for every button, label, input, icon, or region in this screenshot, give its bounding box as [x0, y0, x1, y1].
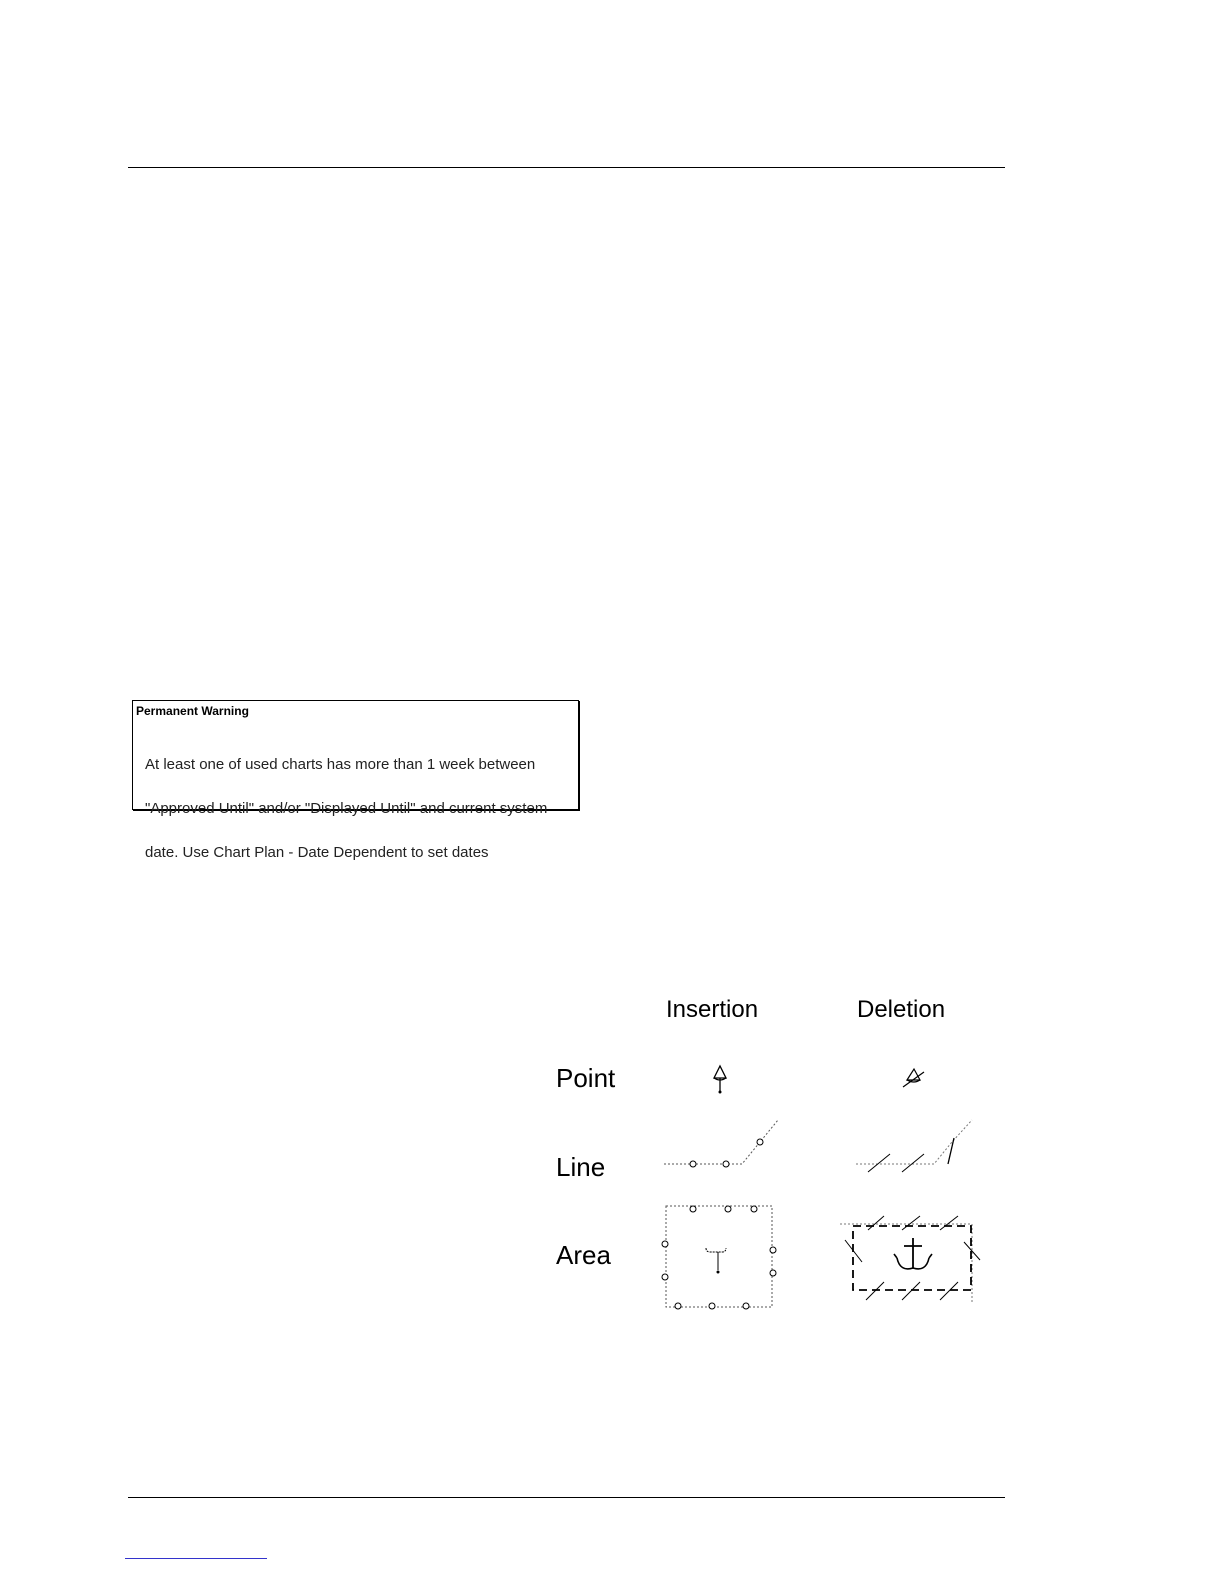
row-label-area: Area — [556, 1240, 611, 1270]
footer-link-underline — [125, 1558, 267, 1559]
warning-line: date. Use Chart Plan - Date Dependent to set dates — [145, 844, 489, 861]
bell-buoy-delete-icon — [897, 1064, 931, 1094]
line-delete-icon — [852, 1118, 982, 1174]
footer-rule — [128, 1497, 1005, 1498]
line-insert-icon — [660, 1118, 785, 1170]
anchorage-area-delete-icon — [840, 1212, 985, 1310]
warning-line: "Approved Until" and/or "Displayed Until" and current system — [145, 800, 548, 817]
warning-title: Permanent Warning — [136, 704, 249, 718]
row-label-line: Line — [556, 1152, 606, 1182]
row-label-point: Point — [556, 1063, 616, 1093]
permanent-warning-box — [132, 700, 579, 861]
warning-line: At least one of used charts has more than 1 week between — [145, 756, 536, 773]
header-rule — [128, 167, 1005, 168]
column-header-deletion: Deletion — [857, 996, 946, 1023]
column-header-insertion: Insertion — [666, 996, 759, 1023]
bell-buoy-insert-icon — [705, 1062, 735, 1096]
manual-update-symbol-table — [540, 990, 1010, 1320]
warning-message — [145, 732, 575, 886]
area-insert-icon — [660, 1202, 786, 1312]
